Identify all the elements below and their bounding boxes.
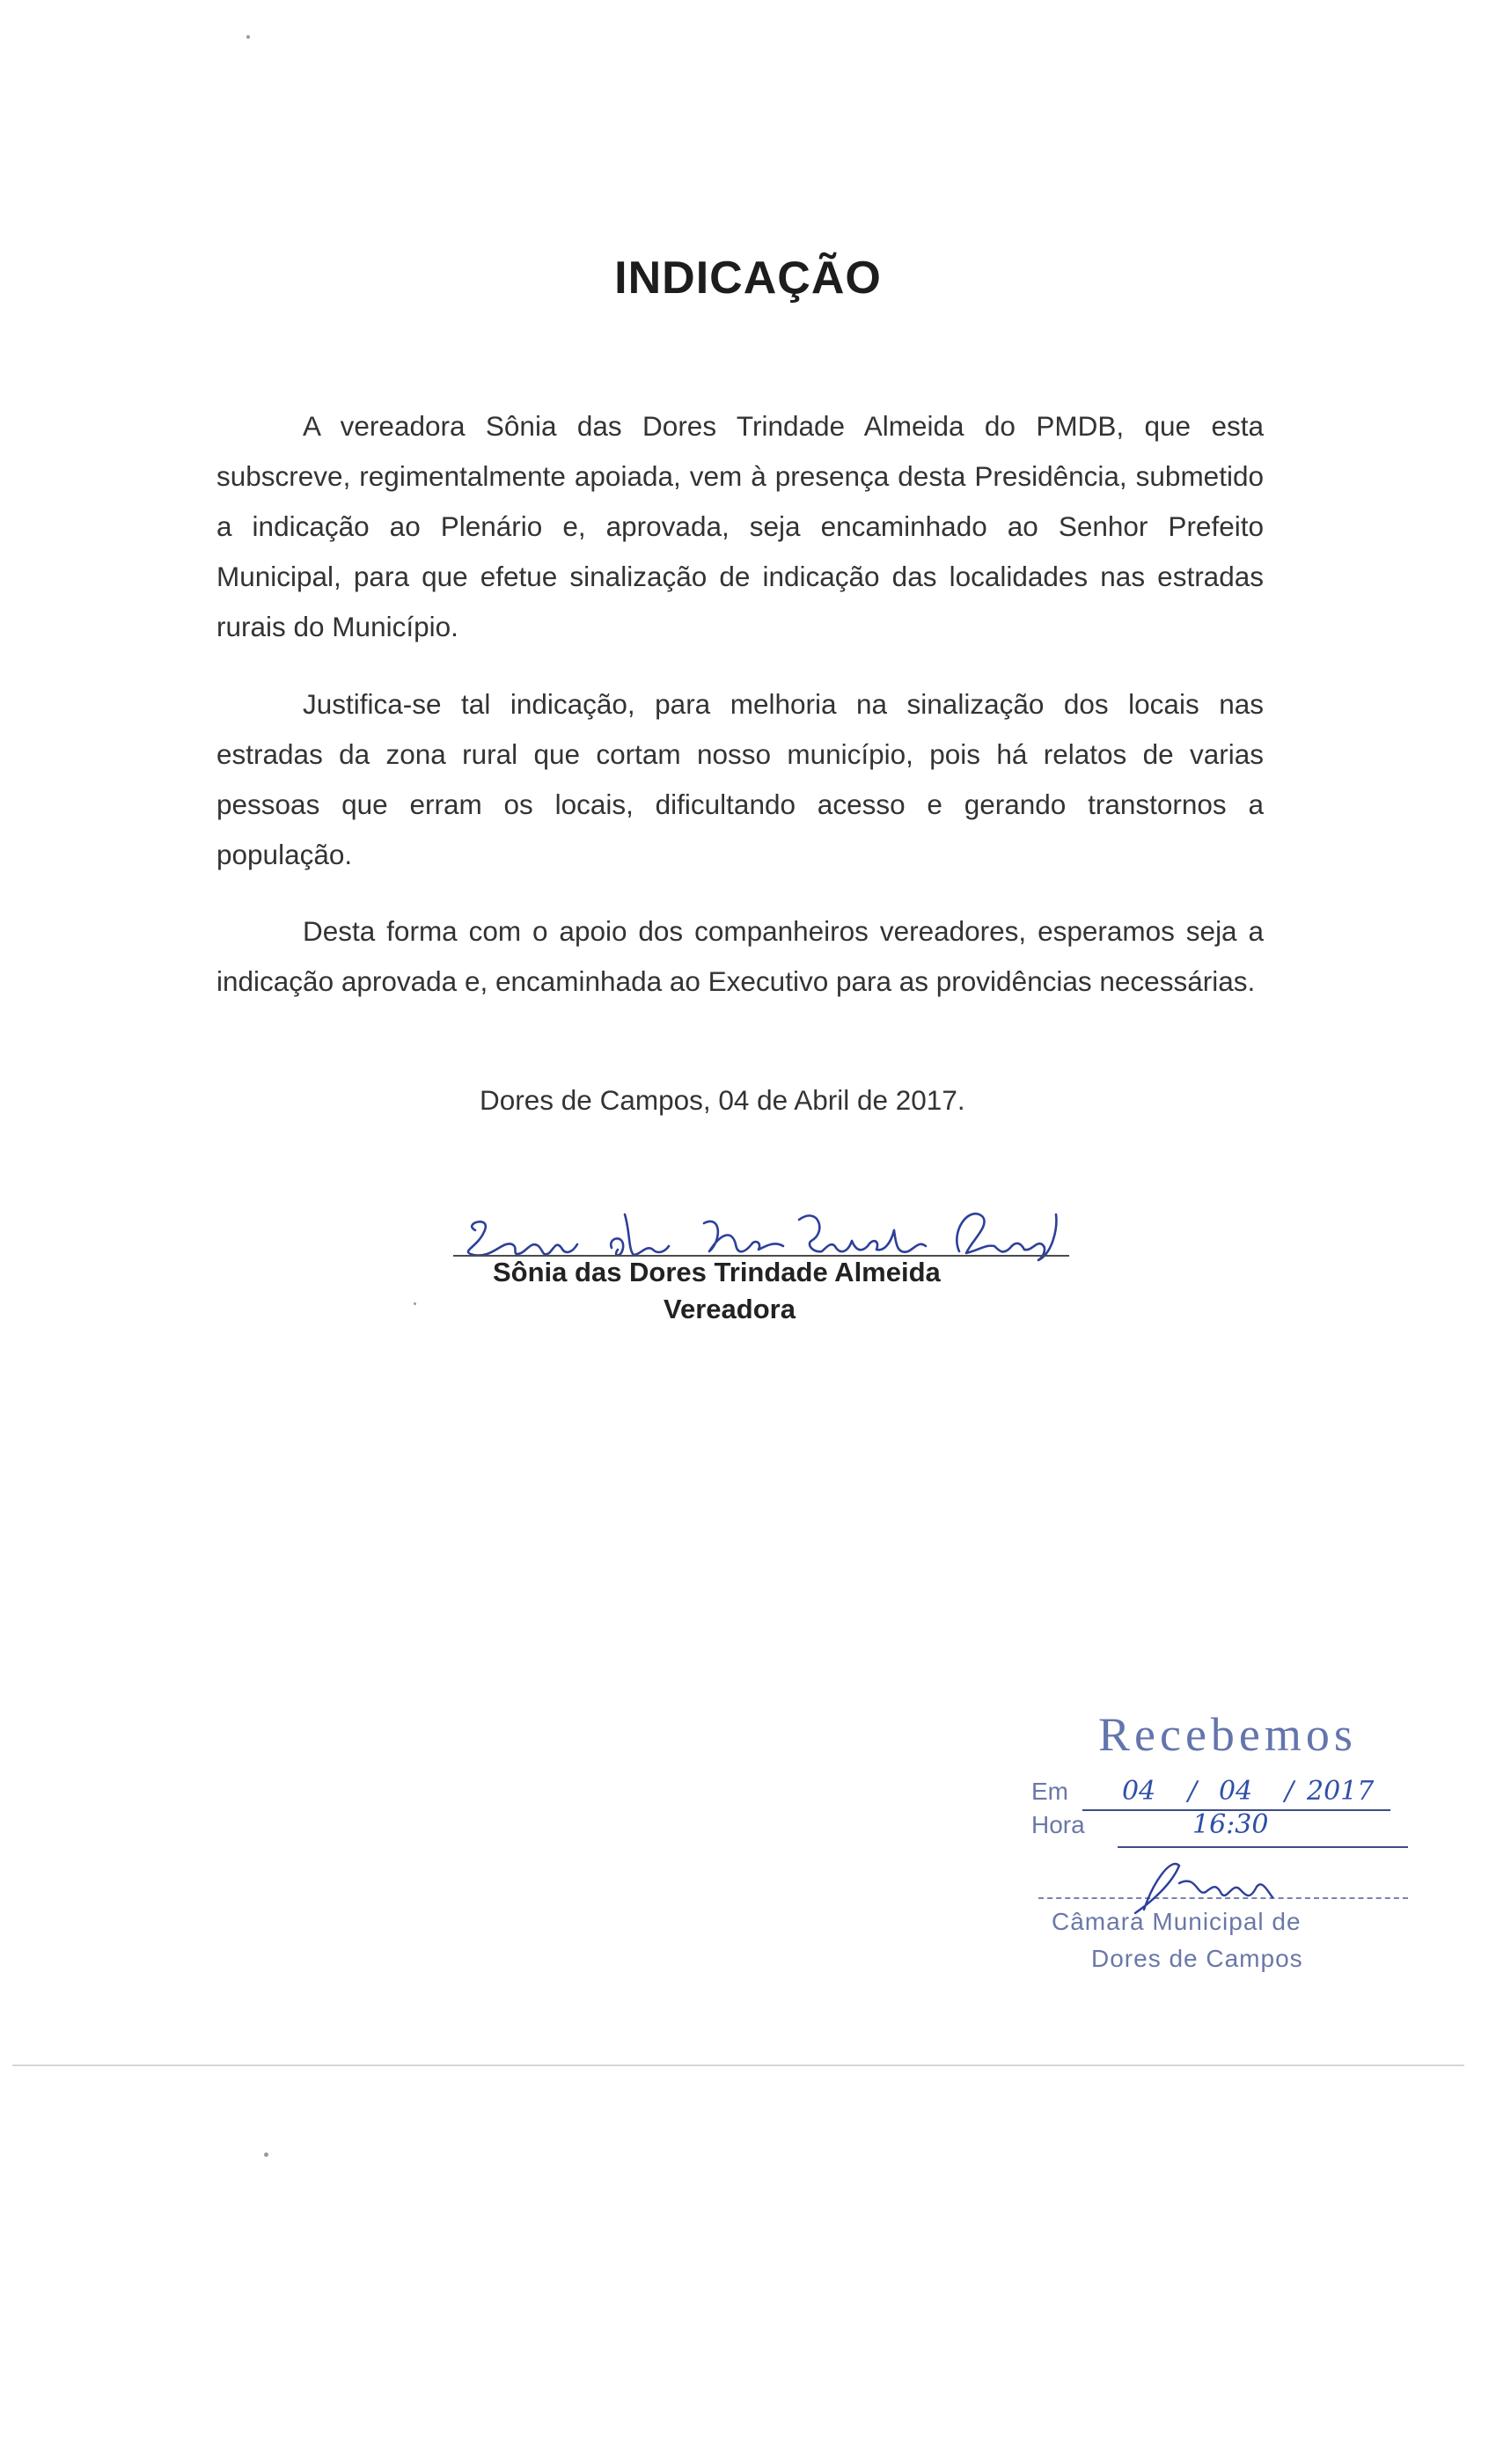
scan-speck: [246, 35, 250, 39]
document-title: INDICAÇÃO: [614, 253, 882, 304]
paragraph-closing: [216, 906, 1264, 1007]
stamp-hour-value: 16:30: [1192, 1809, 1269, 1840]
stamp-date-label: Em: [1031, 1778, 1068, 1805]
receipt-stamp: [1021, 1707, 1426, 1971]
stamp-date-sep-1: /: [1188, 1776, 1198, 1807]
paragraph-request: [216, 401, 1264, 652]
stamp-date-year: 2017: [1307, 1776, 1375, 1807]
paragraph-request-text: A vereadora Sônia das Dores Trindade Almeida do PMDB, que esta subscreve, regimentalmente apoiada, vem à presença desta Presidência, submetido a indicação ao Plenário e, aprovada, seja encaminhado ao Senhor Prefeito Municipal, para que efetue sinalização de indicação das localidades nas estradas rurais do Município.: [216, 410, 1264, 642]
scan-speck: [414, 1302, 416, 1305]
stamp-org-line-1: Câmara Municipal de: [1052, 1908, 1302, 1935]
scan-speck: [264, 2152, 268, 2157]
paragraph-closing-text: Desta forma com o apoio dos companheiros vereadores, esperamos seja a indicação aprovada e, encaminhada ao Executivo para as providências necessárias.: [216, 915, 1264, 997]
stamp-org-line-2: Dores de Campos: [1091, 1945, 1303, 1972]
page-divider: [12, 2064, 1464, 2066]
stamp-date-sep-2: /: [1285, 1776, 1294, 1807]
stamp-hour-label: Hora: [1031, 1811, 1085, 1838]
signature-stroke: [468, 1221, 577, 1255]
paragraph-justification-text: Justifica-se tal indicação, para melhoria na sinalização dos locais nas estradas da zona rural que cortam nosso município, pois há relatos de varias pessoas que erram os locais, dificultando acesso e gerando transtornos a população.: [216, 688, 1264, 870]
stamp-title: Recebemos: [1098, 1708, 1357, 1761]
signer-role: Vereadora: [664, 1294, 796, 1324]
signature-stroke: [704, 1221, 783, 1251]
signer-name: Sônia das Dores Trindade Almeida: [493, 1257, 941, 1287]
signature-stroke: [611, 1214, 669, 1256]
signature-stroke: [799, 1215, 926, 1251]
signature-stroke: [957, 1214, 1056, 1260]
paragraph-justification: [216, 679, 1264, 880]
initials-stroke: [1135, 1864, 1272, 1913]
stamp-date-day: 04: [1122, 1776, 1156, 1807]
date-line: Dores de Campos, 04 de Abril de 2017.: [480, 1084, 965, 1116]
stamp-date-month: 04: [1219, 1776, 1253, 1807]
